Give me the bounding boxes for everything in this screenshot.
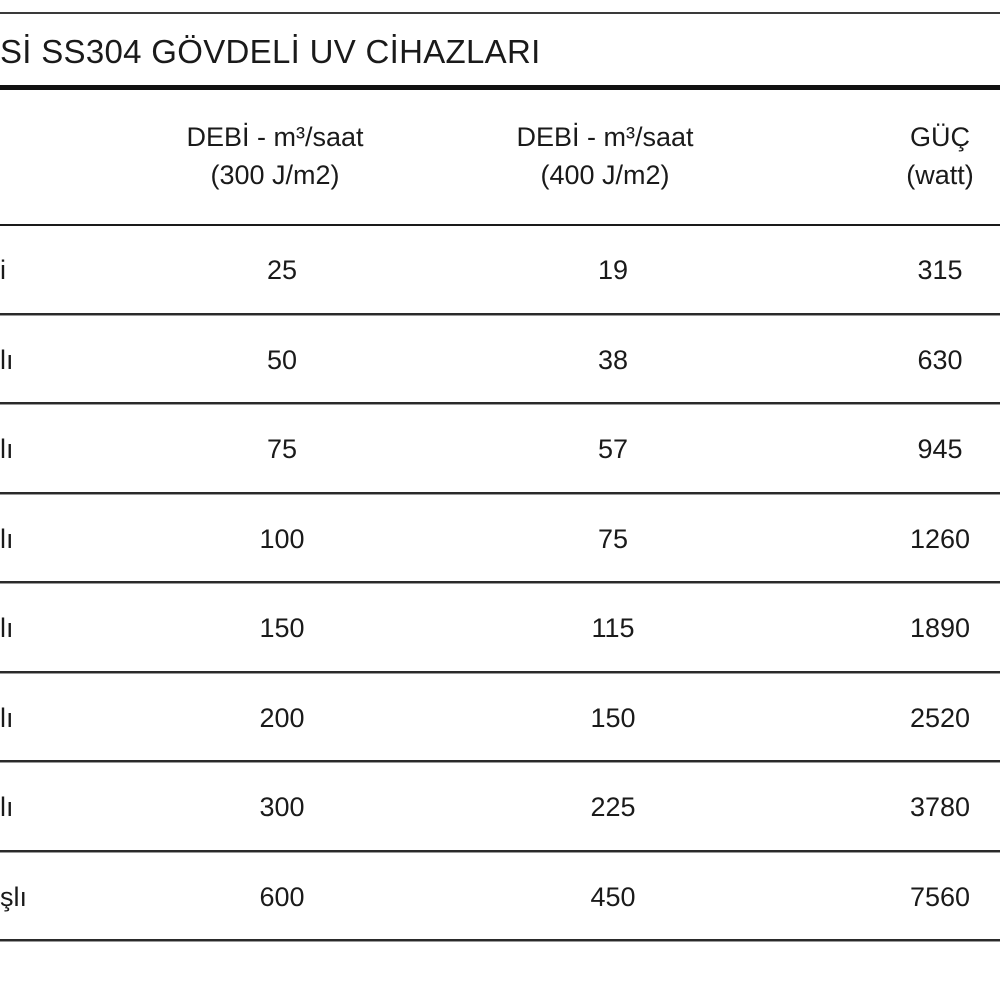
row-divider (0, 939, 1000, 942)
cell-guc: 2520 (909, 702, 971, 733)
table-title: Sİ SS304 GÖVDELİ UV CİHAZLARI (0, 33, 541, 70)
row-label: lı (0, 523, 14, 554)
table-row (0, 674, 1000, 764)
cell-guc: 3780 (909, 792, 971, 822)
table-row (0, 853, 1000, 943)
row-label: şlı (0, 881, 27, 912)
cell-guc: 1890 (909, 613, 971, 643)
cell-debi-300: 100 (259, 523, 305, 554)
cell-debi-400: 57 (597, 434, 629, 464)
cell-debi-300: 75 (266, 434, 298, 464)
cell-guc: 315 (917, 255, 963, 285)
cell-debi-400: 225 (590, 792, 636, 822)
cell-guc: 7560 (909, 881, 971, 912)
cell-debi-300: 25 (266, 255, 298, 285)
cell-guc: 945 (917, 434, 963, 464)
table-row (0, 226, 1000, 316)
cell-debi-400: 450 (590, 881, 636, 912)
cell-debi-300: 300 (259, 792, 305, 822)
cell-debi-300: 200 (259, 702, 305, 733)
table-row (0, 584, 1000, 674)
header-debi-400-line1: DEBİ - m³/saat (516, 122, 694, 152)
cell-debi-300: 600 (259, 881, 305, 912)
header-debi-300 (175, 118, 375, 194)
row-label: lı (0, 434, 14, 464)
header-debi-400 (505, 118, 705, 194)
table-row (0, 763, 1000, 853)
table-body (0, 226, 1000, 942)
header-guc-line1: GÜÇ (910, 122, 970, 152)
cell-debi-400: 75 (597, 523, 629, 554)
row-label: lı (0, 344, 14, 375)
row-label: i (0, 255, 6, 285)
cell-guc: 1260 (909, 523, 971, 554)
table-header-row (0, 90, 1000, 224)
cell-debi-300: 50 (266, 344, 298, 375)
header-debi-300-line2: (300 J/m2) (210, 160, 340, 190)
header-guc (880, 118, 1000, 194)
cell-debi-400: 115 (591, 613, 635, 643)
cell-debi-300: 150 (259, 613, 305, 643)
cell-debi-400: 19 (597, 255, 629, 285)
table-row (0, 316, 1000, 406)
row-label: lı (0, 792, 14, 822)
top-rule (0, 12, 1000, 14)
cell-guc: 630 (917, 344, 963, 375)
row-label: lı (0, 613, 14, 643)
cell-debi-400: 150 (590, 702, 636, 733)
header-debi-400-line2: (400 J/m2) (540, 160, 670, 190)
cell-debi-400: 38 (597, 344, 629, 375)
header-debi-300-line1: DEBİ - m³/saat (186, 122, 364, 152)
table-row (0, 405, 1000, 495)
header-guc-line2: (watt) (906, 160, 974, 190)
table-row (0, 495, 1000, 585)
row-label: lı (0, 702, 14, 733)
